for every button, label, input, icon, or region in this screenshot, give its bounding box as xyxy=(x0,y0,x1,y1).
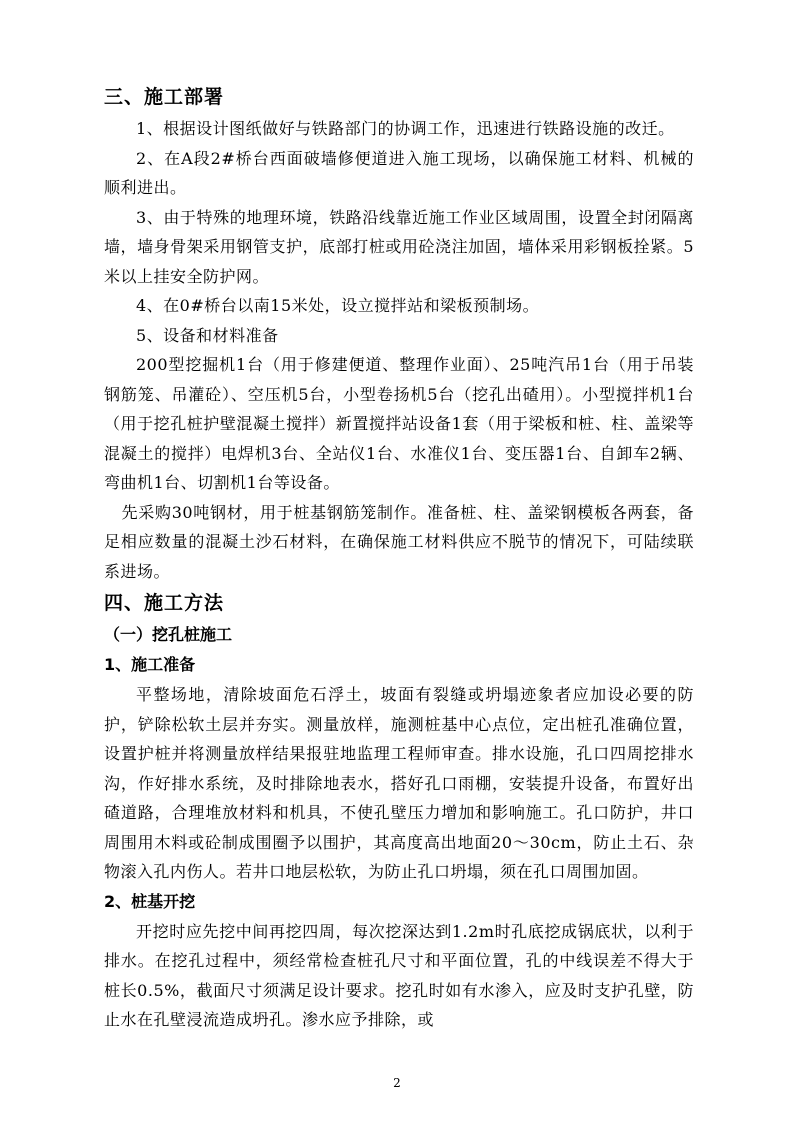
section-heading-methods: 四、施工方法 xyxy=(104,592,225,614)
paragraph-deployment-5: 5、设备和材料准备 xyxy=(136,325,279,345)
subsection-heading-dug-pile: （一）挖孔桩施工 xyxy=(104,625,233,644)
paragraph-equipment-list: 200型挖掘机1台（用于修建便道、整理作业面）、25吨汽吊1台（用于吊装钢筋笼、吊灌砼）、空压机5台，小型卷扬机5台（挖孔出碴用）。小型搅拌机1台（用于挖孔桩护壁混凝土搅拌）新置搅拌站设备1套（用于梁板和桩、柱、盖梁等混凝土的搅拌）电焊机3台、全站仪1台、水准仪1台、变压器1台、自卸车2辆、弯曲机1台、切割机1台等设备。 xyxy=(104,355,694,492)
paragraph-deployment-2: 2、在A段2#桥台西面破墙修便道进入施工现场，以确保施工材料、机械的顺利进出。 xyxy=(104,148,694,197)
paragraph-materials: 先采购30吨钢材，用于桩基钢筋笼制作。准备桩、柱、盖梁钢模板各两套，备足相应数量的混凝土沙石材料，在确保施工材料供应不脱节的情况下，可陆续联系进场。 xyxy=(104,502,694,581)
subheading-preparation: 1、施工准备 xyxy=(104,655,196,674)
paragraph-preparation: 平整场地，清除坡面危石浮土，坡面有裂缝或坍塌迹象者应加设必要的防护，铲除松软土层并夯实。测量放样，施测桩基中心点位，定出桩孔准确位置，设置护桩并将测量放样结果报驻地监理工程师审查。排水设施，孔口四周挖排水沟，作好排水系统，及时排除地表水，搭好孔口雨棚，安装提升设备，布置好出碴道路，合理堆放材料和机具，不使孔壁压力增加和影响施工。孔口防护，井口周围用木料或砼制成围圈予以围护，其高度高出地面20～30cm，防止土石、杂物滚入孔内伤人。若井口地层松软，为防止孔口坍塌，须在孔口周围加固。 xyxy=(104,685,694,881)
paragraph-deployment-1: 1、根据设计图纸做好与铁路部门的协调工作，迅速进行铁路设施的改迁。 xyxy=(136,119,675,138)
subheading-excavation: 2、桩基开挖 xyxy=(104,891,196,911)
paragraph-excavation: 开挖时应先挖中间再挖四周，每次挖深达到1.2m时孔底挖成锅底状，以利于排水。在挖孔过程中，须经常检查桩孔尺寸和平面位置，孔的中线误差不得大于桩长0.5%，截面尺寸须满足设计要求。挖孔时如有水渗入，应及时支护孔壁，防止水在孔壁浸流造成坍孔。渗水应予排除，或 xyxy=(104,921,694,1029)
section-heading-deployment: 三、施工部署 xyxy=(104,86,225,108)
paragraph-deployment-4: 4、在0#桥台以南15米处，设立搅拌站和梁板预制场。 xyxy=(136,296,540,315)
document-page xyxy=(104,80,694,1035)
page-number: 2 xyxy=(393,1076,401,1090)
paragraph-deployment-3: 3、由于特殊的地理环境，铁路沿线靠近施工作业区域周围，设置全封闭隔离墙，墙身骨架采用钢管支护，底部打桩或用砼浇注加固，墙体采用彩钢板拴紧。5米以上挂安全防护网。 xyxy=(104,207,694,286)
